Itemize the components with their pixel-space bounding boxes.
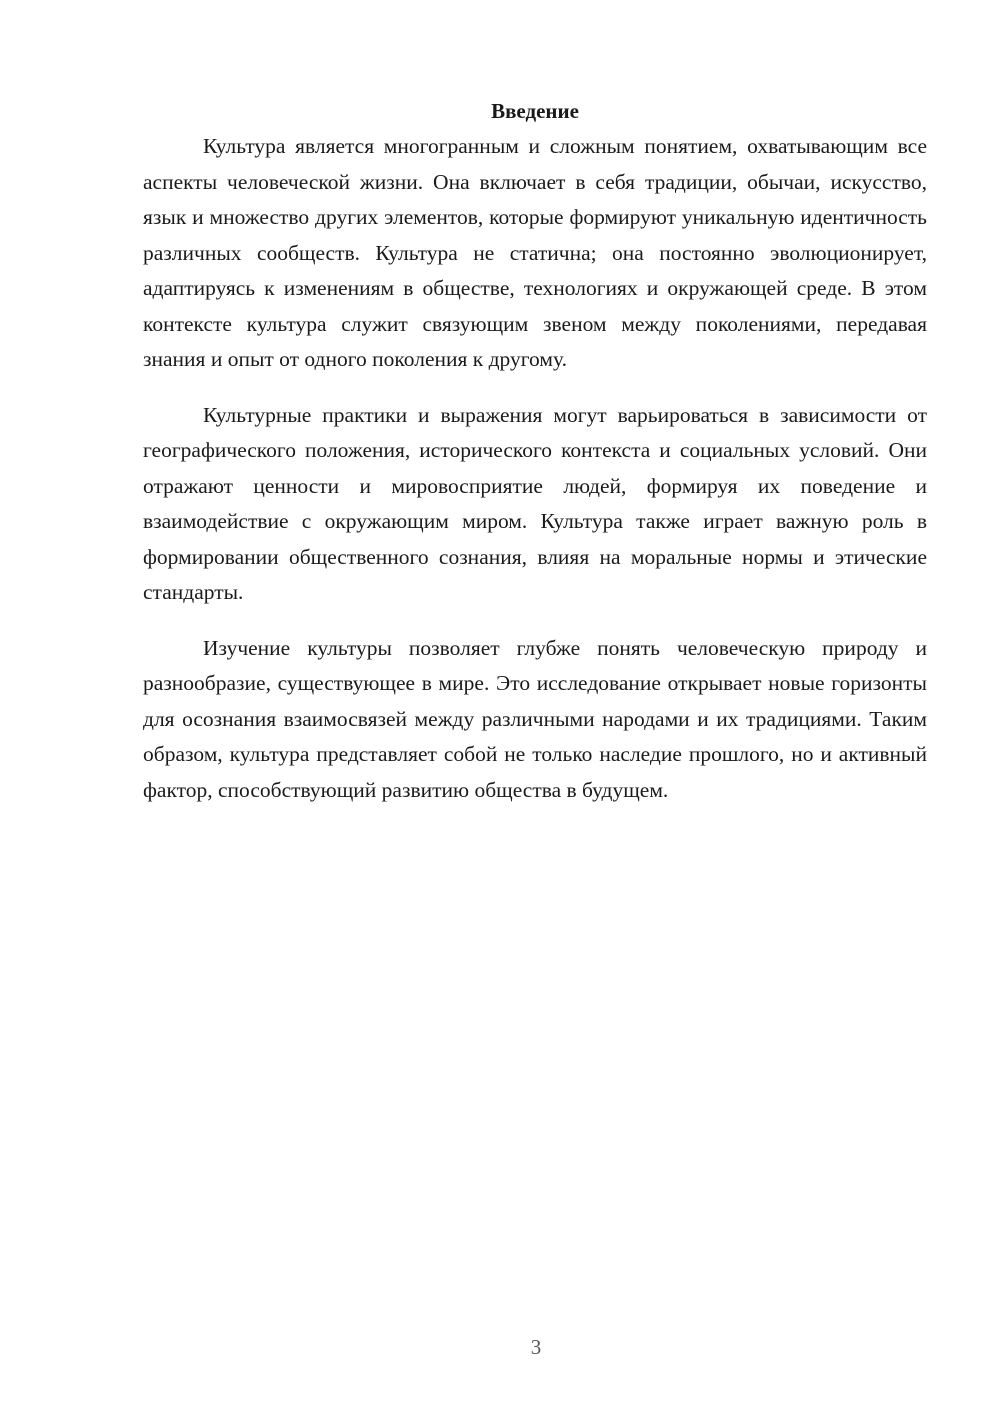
page-content [143,96,927,828]
paragraph-2: Культурные практики и выражения могут варьироваться в зависимости от географического положения, исторического контекста и социальных условий. Они отражают ценности и мировосприятие людей, формируя их поведение и взаимодействие с окружающим миром. Культура также играет важную роль в формировании общественного сознания, влияя на моральные нормы и этические стандарты. [143,402,927,604]
paragraph-3: Изучение культуры позволяет глубже понять человеческую природу и разнообразие, существующее в мире. Это исследование открывает новые горизонты для осознания взаимосвязей между различными народами и их традициями. Таким образом, культура представляет собой не только наследие прошлого, но и активный фактор, способствующий развитию общества в будущем. [143,635,927,802]
page-title: Введение [491,99,579,123]
paragraph-1: Культура является многогранным и сложным понятием, охватывающим все аспекты человеческой жизни. Она включает в себя традиции, обычаи, искусство, язык и множество других элементов, которые формируют уникальную идентичность различных сообществ. Культура не статична; она постоянно эволюционирует, адаптируясь к изменениям в обществе, технологиях и окружающей среде. В этом контексте культура служит связующим звеном между поколениями, передавая знания и опыт от одного поколения к другому. [143,134,927,371]
page-number: 3 [530,1335,542,1359]
